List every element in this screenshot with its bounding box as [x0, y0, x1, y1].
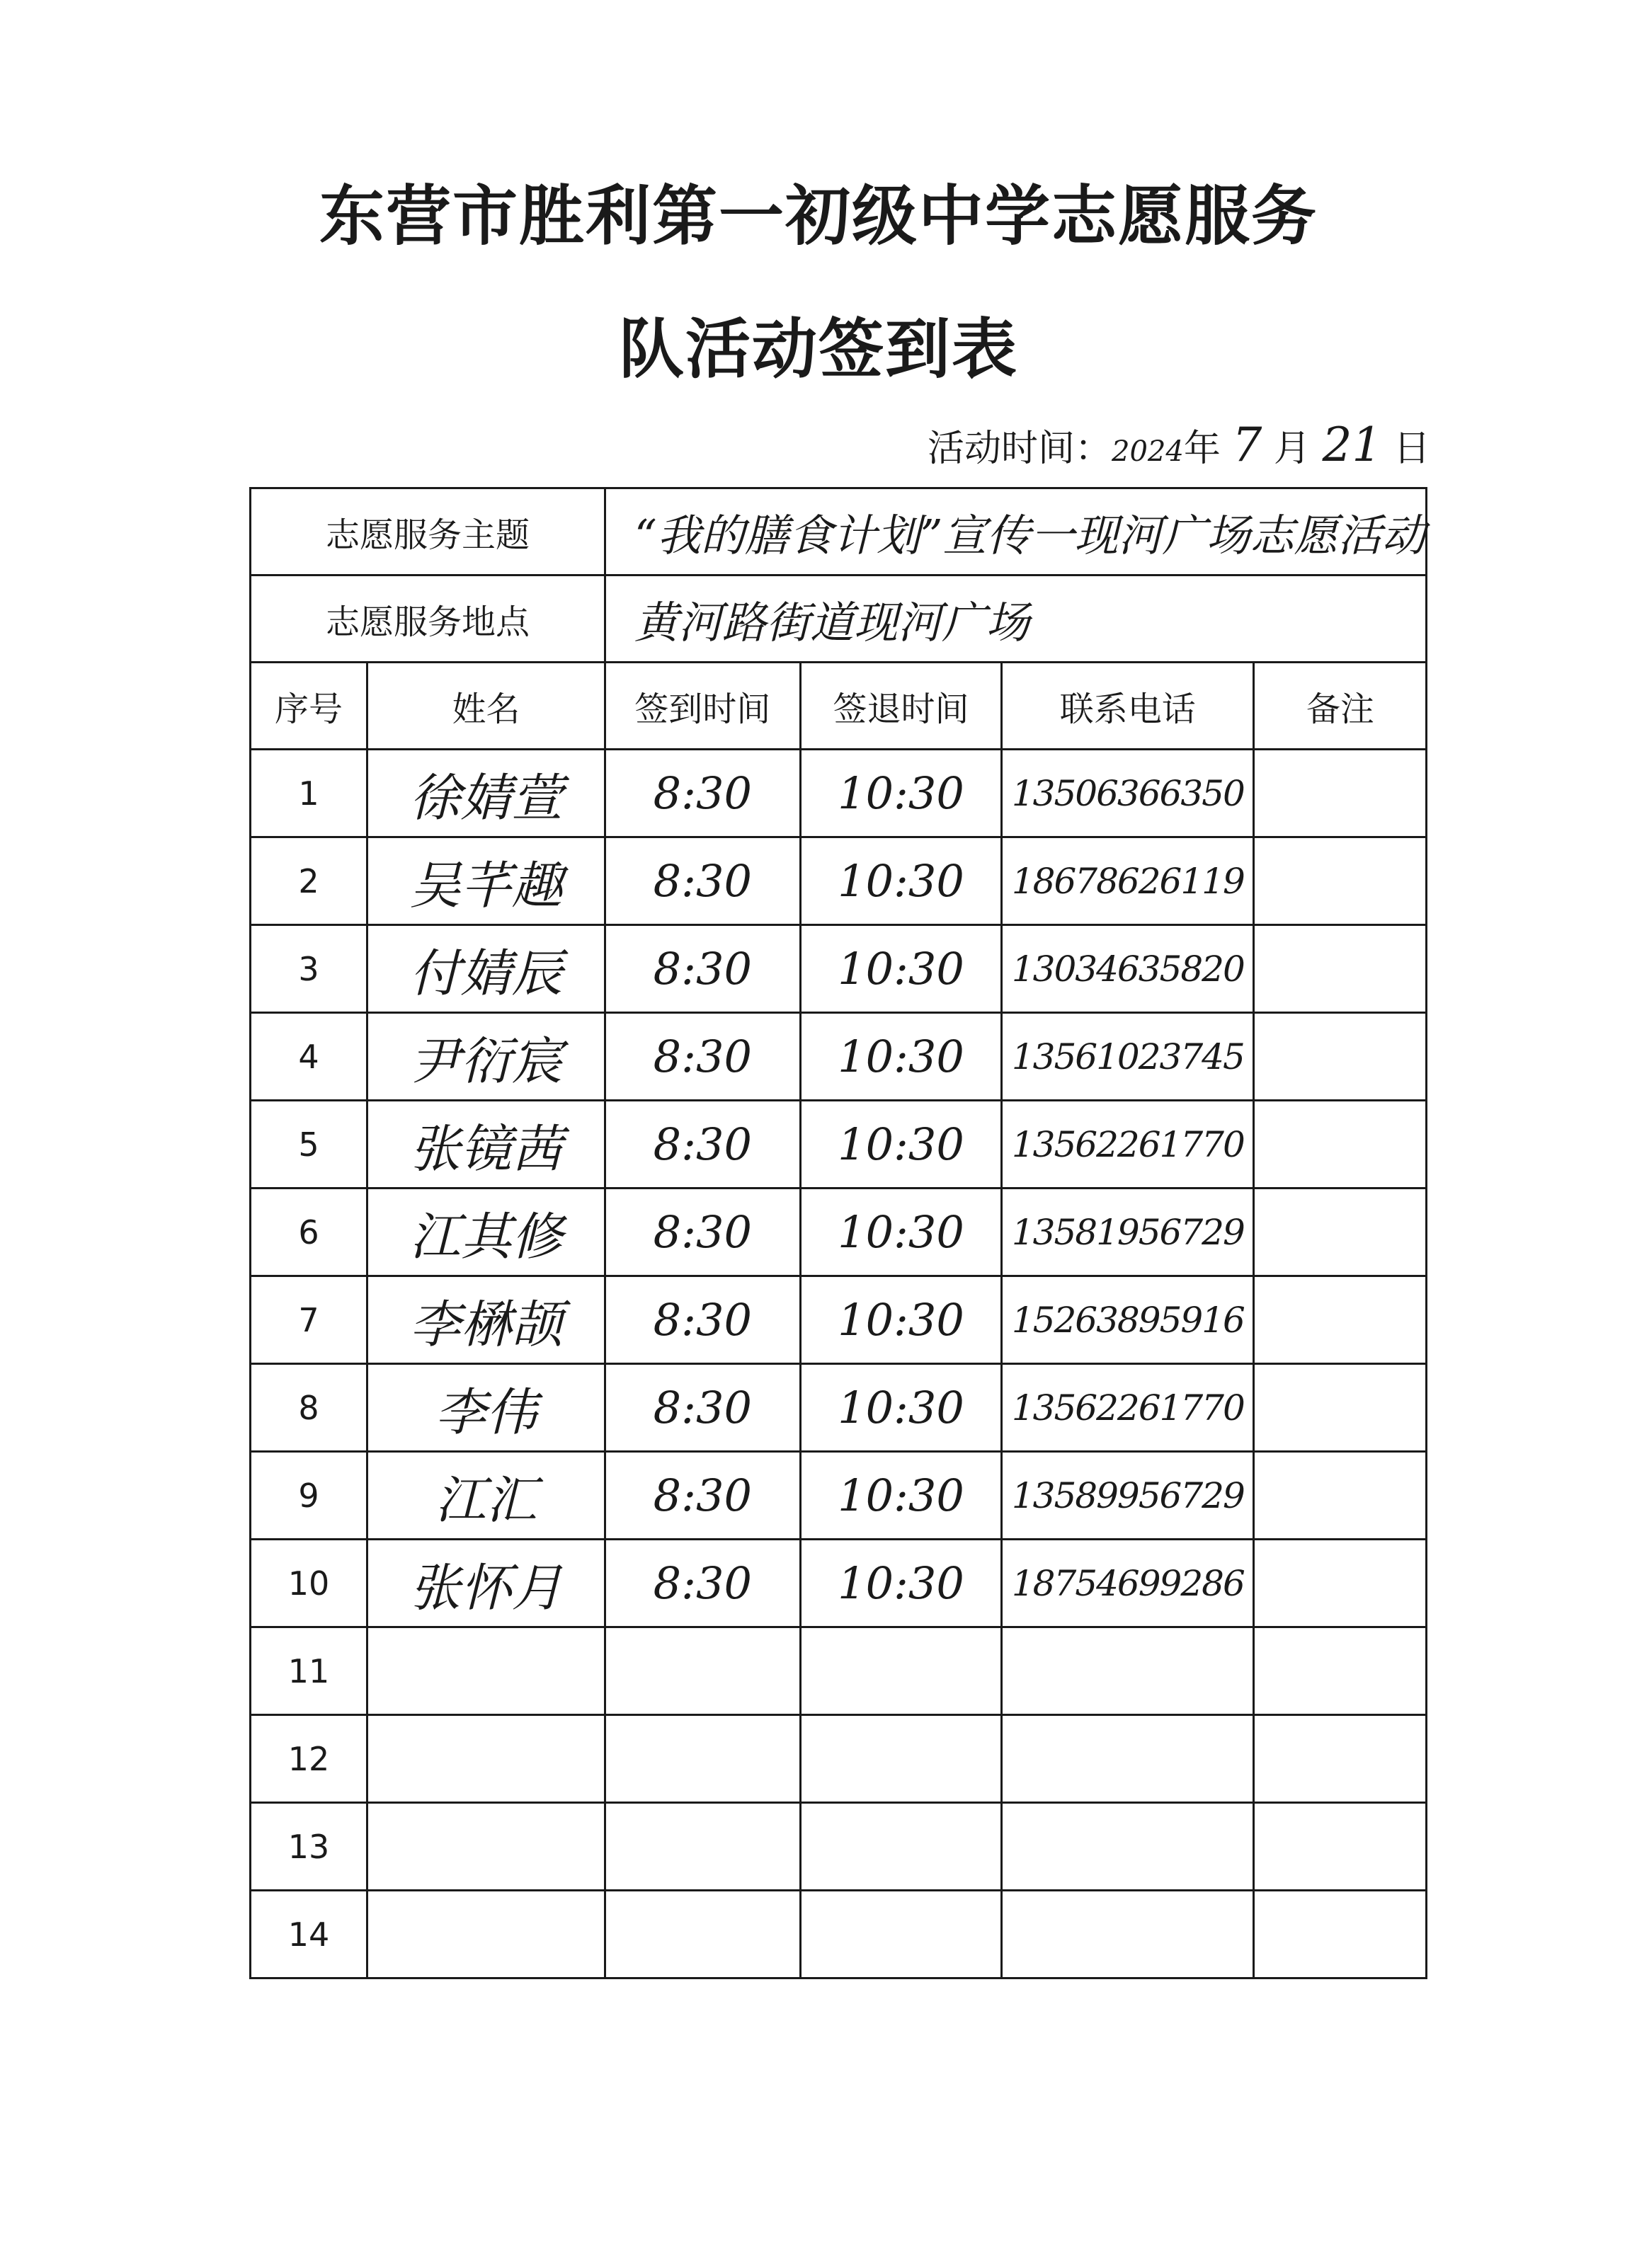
date-day: 21 [1322, 418, 1382, 472]
checkout-time [800, 1715, 1002, 1803]
volunteer-name [367, 1715, 605, 1803]
note [1254, 1715, 1427, 1803]
checkout-time: 10:30 [800, 1452, 1002, 1540]
volunteer-name: 张镜茜 [367, 1101, 605, 1189]
table-row [251, 1452, 1427, 1540]
row-number: 14 [251, 1891, 367, 1978]
row-number: 2 [251, 837, 367, 925]
row-number: 8 [251, 1364, 367, 1452]
activity-date [928, 418, 1430, 472]
date-month: 7 [1232, 418, 1262, 472]
date-month-unit: 月 [1273, 428, 1311, 470]
checkout-time: 10:30 [800, 1276, 1002, 1364]
note [1254, 1013, 1427, 1101]
checkin-time [605, 1891, 801, 1978]
table-row [251, 1627, 1427, 1715]
col-header-name: 姓名 [367, 663, 605, 750]
note [1254, 1101, 1427, 1189]
theme-label: 志愿服务主题 [251, 488, 605, 575]
volunteer-name [367, 1803, 605, 1891]
table-row [251, 750, 1427, 837]
checkout-time [800, 1803, 1002, 1891]
phone-number [1002, 1715, 1254, 1803]
checkout-time: 10:30 [800, 1013, 1002, 1101]
note [1254, 1891, 1427, 1978]
checkin-time [605, 1803, 801, 1891]
row-number: 1 [251, 750, 367, 837]
col-header-phone: 联系电话 [1002, 663, 1254, 750]
phone-number: 13589956729 [1002, 1452, 1254, 1540]
location-value: 黄河路街道现河广场 [605, 575, 1427, 663]
col-header-no: 序号 [251, 663, 367, 750]
phone-number: 18754699286 [1002, 1540, 1254, 1627]
row-number: 6 [251, 1189, 367, 1276]
note [1254, 1803, 1427, 1891]
checkout-time [800, 1627, 1002, 1715]
checkout-time: 10:30 [800, 925, 1002, 1013]
date-day-unit: 日 [1393, 428, 1430, 470]
col-header-checkin: 签到时间 [605, 663, 801, 750]
checkin-time [605, 1627, 801, 1715]
phone-number: 13562261770 [1002, 1364, 1254, 1452]
table-row [251, 1364, 1427, 1452]
row-number: 11 [251, 1627, 367, 1715]
phone-number: 13581956729 [1002, 1189, 1254, 1276]
table-row [251, 1189, 1427, 1276]
note [1254, 1189, 1427, 1276]
checkout-time: 10:30 [800, 750, 1002, 837]
volunteer-name: 李伟 [367, 1364, 605, 1452]
checkin-time [605, 1715, 801, 1803]
row-number: 12 [251, 1715, 367, 1803]
note [1254, 1276, 1427, 1364]
table-row [251, 1715, 1427, 1803]
table-row [251, 925, 1427, 1013]
checkin-time: 8:30 [605, 1101, 801, 1189]
phone-number [1002, 1891, 1254, 1978]
date-year-unit: 年 [1183, 428, 1221, 470]
col-header-note: 备注 [1254, 663, 1427, 750]
note [1254, 1627, 1427, 1715]
volunteer-name [367, 1627, 605, 1715]
volunteer-name: 吴芊趣 [367, 837, 605, 925]
table-row [251, 1540, 1427, 1627]
row-number: 13 [251, 1803, 367, 1891]
checkin-time: 8:30 [605, 1540, 801, 1627]
volunteer-name [367, 1891, 605, 1978]
checkout-time: 10:30 [800, 837, 1002, 925]
table-row [251, 1013, 1427, 1101]
checkout-time: 10:30 [800, 1364, 1002, 1452]
volunteer-name: 江汇 [367, 1452, 605, 1540]
volunteer-name: 尹衍宸 [367, 1013, 605, 1101]
table-row [251, 1891, 1427, 1978]
volunteer-name: 李楙颉 [367, 1276, 605, 1364]
phone-number: 13561023745 [1002, 1013, 1254, 1101]
checkin-time: 8:30 [605, 1189, 801, 1276]
checkin-time: 8:30 [605, 1013, 801, 1101]
note [1254, 925, 1427, 1013]
sheet-title-line1: 东营市胜利第一初级中学志愿服务 [319, 178, 1318, 254]
location-label: 志愿服务地点 [251, 575, 605, 663]
row-number: 7 [251, 1276, 367, 1364]
phone-number: 13034635820 [1002, 925, 1254, 1013]
sheet-title-line2: 队活动签到表 [618, 311, 1018, 387]
theme-value: “我的膳食计划”宣传一现河广场志愿活动 [605, 488, 1427, 575]
note [1254, 1540, 1427, 1627]
checkout-time: 10:30 [800, 1101, 1002, 1189]
row-number: 3 [251, 925, 367, 1013]
row-number: 10 [251, 1540, 367, 1627]
col-header-checkout: 签退时间 [800, 663, 1002, 750]
note [1254, 1364, 1427, 1452]
checkin-time: 8:30 [605, 1364, 801, 1452]
checkout-time: 10:30 [800, 1540, 1002, 1627]
table-row [251, 1101, 1427, 1189]
note [1254, 1452, 1427, 1540]
note [1254, 750, 1427, 837]
phone-number [1002, 1803, 1254, 1891]
volunteer-name: 徐婧萱 [367, 750, 605, 837]
checkin-time: 8:30 [605, 925, 801, 1013]
table-row [251, 837, 1427, 925]
checkout-time [800, 1891, 1002, 1978]
location-row [251, 575, 1427, 663]
checkin-time: 8:30 [605, 1276, 801, 1364]
phone-number: 18678626119 [1002, 837, 1254, 925]
table-row [251, 1803, 1427, 1891]
date-label: 活动时间： [928, 428, 1112, 470]
sign-in-table [249, 487, 1427, 1979]
checkin-time: 8:30 [605, 1452, 801, 1540]
volunteer-name: 张怀月 [367, 1540, 605, 1627]
row-number: 5 [251, 1101, 367, 1189]
phone-number [1002, 1627, 1254, 1715]
checkin-time: 8:30 [605, 837, 801, 925]
phone-number: 15263895916 [1002, 1276, 1254, 1364]
volunteer-name: 付婧辰 [367, 925, 605, 1013]
phone-number: 13562261770 [1002, 1101, 1254, 1189]
row-number: 4 [251, 1013, 367, 1101]
checkin-time: 8:30 [605, 750, 801, 837]
row-number: 9 [251, 1452, 367, 1540]
column-header-row [251, 663, 1427, 750]
phone-number: 13506366350 [1002, 750, 1254, 837]
volunteer-name: 江其修 [367, 1189, 605, 1276]
theme-row [251, 488, 1427, 575]
table-row [251, 1276, 1427, 1364]
note [1254, 837, 1427, 925]
checkout-time: 10:30 [800, 1189, 1002, 1276]
date-year: 2024 [1112, 435, 1184, 468]
